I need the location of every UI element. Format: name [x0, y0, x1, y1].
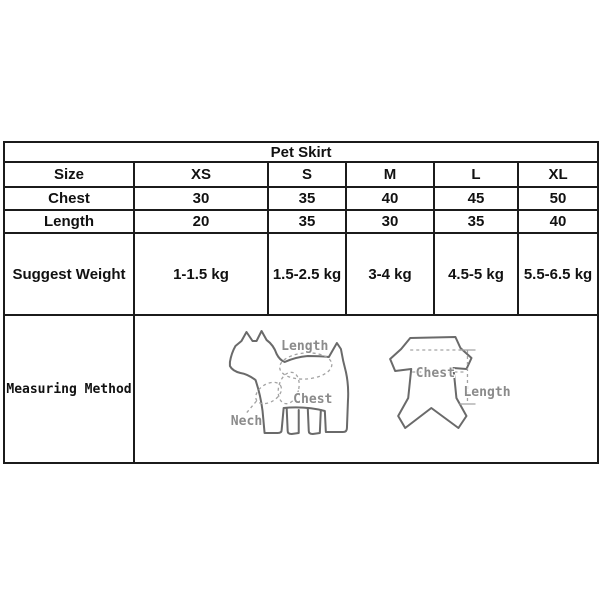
chest-m: 40	[346, 187, 434, 210]
measuring-method-label: Measuring Method	[4, 315, 134, 463]
garment-chest-label: Chest	[415, 366, 455, 381]
dog-neck-label: Nech	[230, 414, 263, 429]
table-row-measuring	[4, 315, 598, 463]
dog-neck-leader-dash	[246, 401, 256, 413]
chest-s: 35	[268, 187, 346, 210]
dog-length-label: Length	[281, 339, 329, 354]
weight-l: 4.5-5 kg	[434, 233, 518, 315]
size-s: S	[268, 162, 346, 187]
size-xl: XL	[518, 162, 598, 187]
length-l: 35	[434, 210, 518, 233]
size-xs: XS	[134, 162, 268, 187]
size-table	[3, 141, 599, 464]
chest-l: 45	[434, 187, 518, 210]
table-row-weight	[4, 233, 598, 315]
dog-outline-drawing	[230, 331, 348, 434]
length-xs: 20	[134, 210, 268, 233]
size-l: L	[434, 162, 518, 187]
measuring-diagram	[135, 316, 597, 462]
weight-row-label: Suggest Weight	[4, 233, 134, 315]
table-row-chest	[4, 187, 598, 210]
weight-xl: 5.5-6.5 kg	[518, 233, 598, 315]
garment-length-label: Length	[463, 385, 511, 400]
garment-outline-drawing	[390, 337, 510, 428]
measuring-method-diagram	[134, 315, 598, 463]
weight-m: 3-4 kg	[346, 233, 434, 315]
table-row-length	[4, 210, 598, 233]
table-title: Pet Skirt	[4, 142, 598, 162]
chest-row-label: Chest	[4, 187, 134, 210]
chest-xs: 30	[134, 187, 268, 210]
length-row-label: Length	[4, 210, 134, 233]
weight-s: 1.5-2.5 kg	[268, 233, 346, 315]
table-row-size	[4, 162, 598, 187]
size-row-label: Size	[4, 162, 134, 187]
dog-chest-label: Chest	[293, 392, 333, 407]
size-m: M	[346, 162, 434, 187]
length-m: 30	[346, 210, 434, 233]
dog-hind-inner-leg	[308, 408, 321, 434]
chest-xl: 50	[518, 187, 598, 210]
dog-front-inner-leg	[287, 408, 299, 434]
table-row-title	[4, 142, 598, 162]
weight-xs: 1-1.5 kg	[134, 233, 268, 315]
length-s: 35	[268, 210, 346, 233]
length-xl: 40	[518, 210, 598, 233]
